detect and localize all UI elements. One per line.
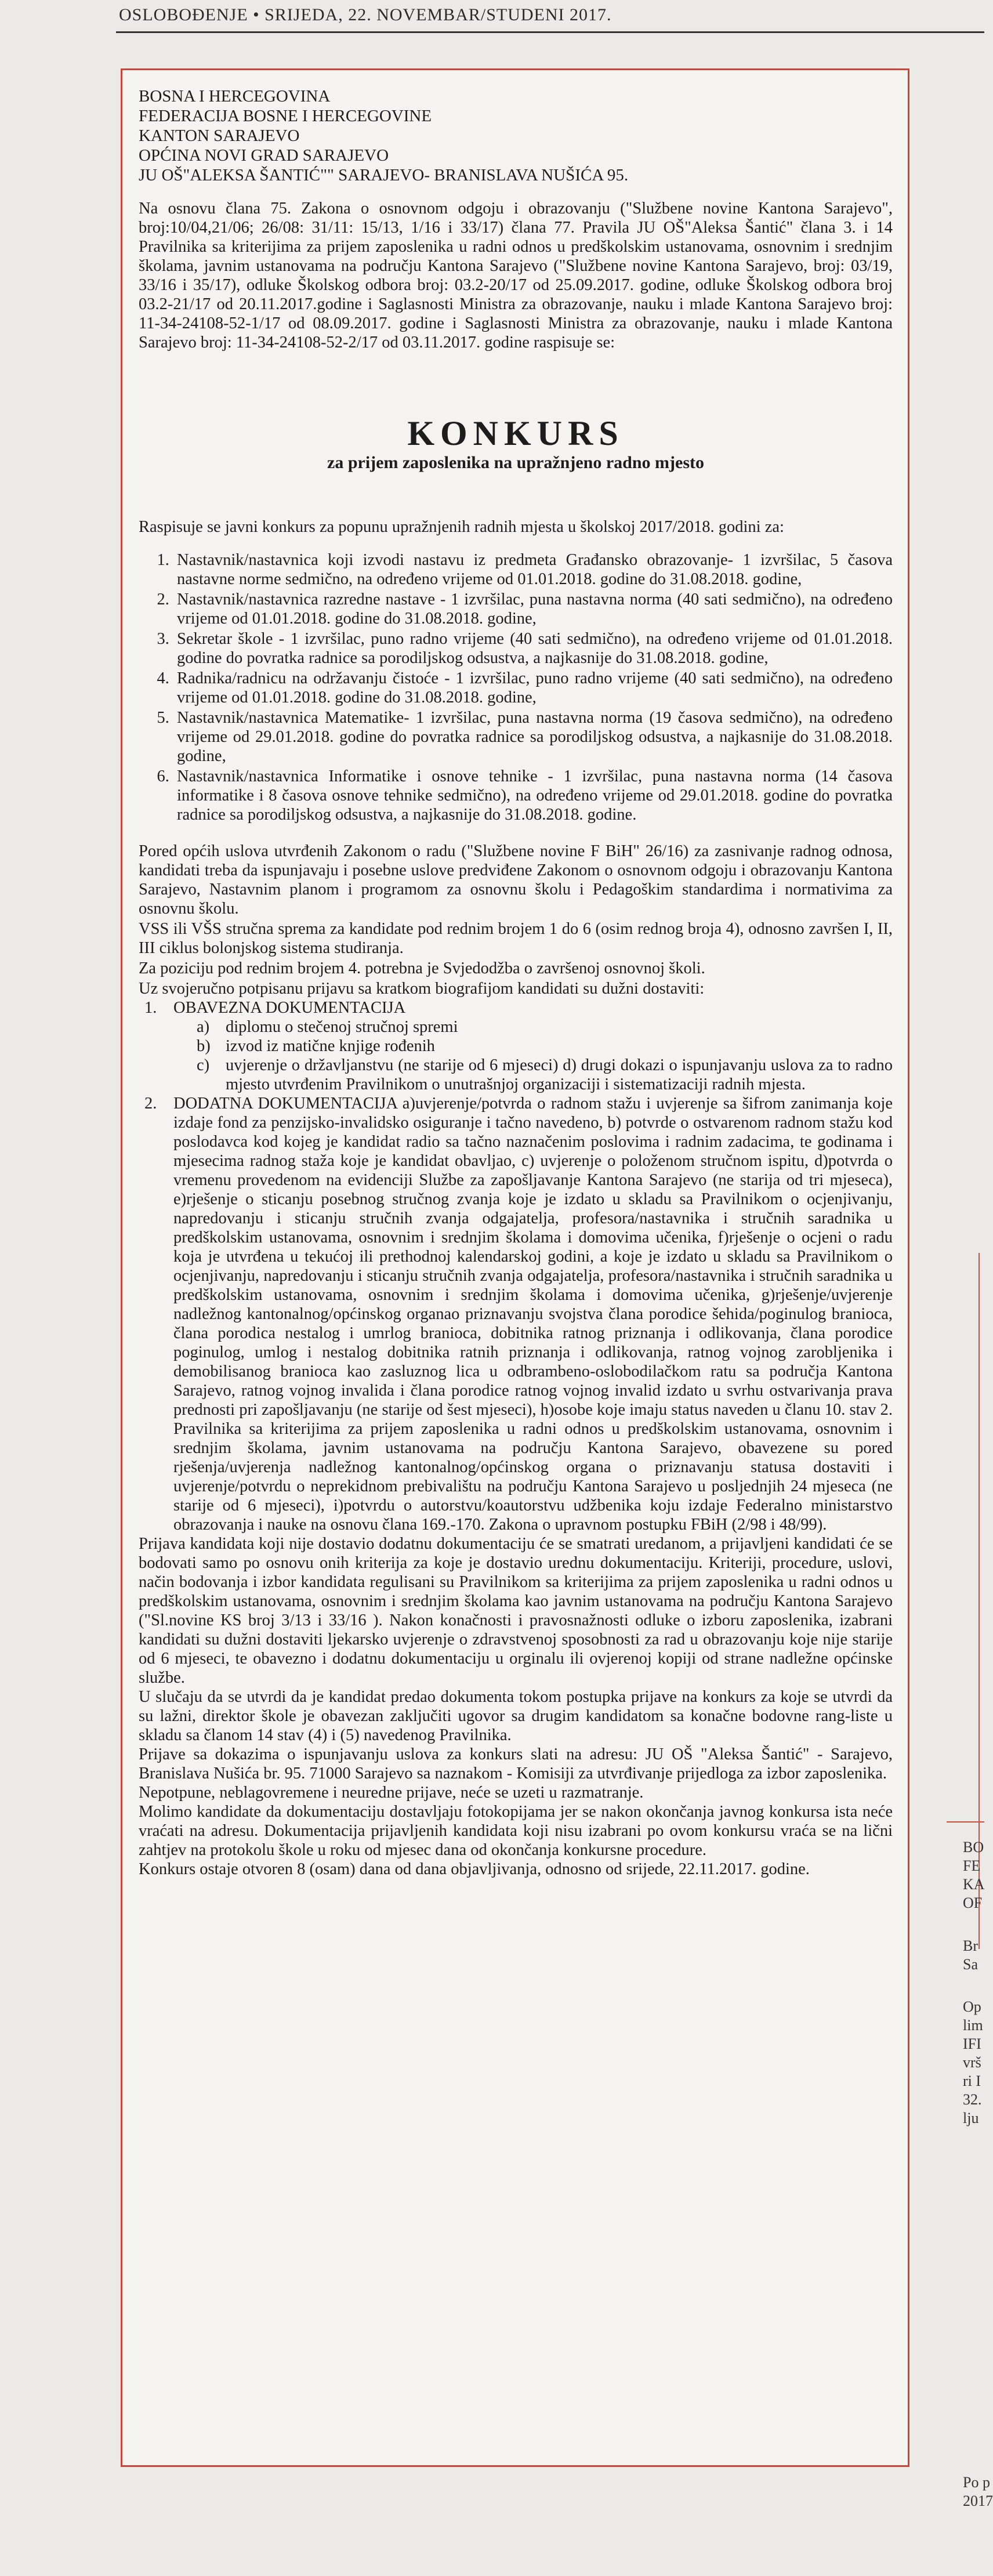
adjacent-fragment: Op xyxy=(963,1998,981,2015)
notice-intro: Raspisuje se javni konkurs za popunu upražnjenih radnih mjesta u školskoj 2017/2018. godini za: xyxy=(139,518,784,536)
adjacent-fragment: IFI xyxy=(963,2035,981,2052)
position-item: 4. Radnika/radnicu na održavanju čistoće - 1 izvršilac, puno radno vrijeme (40 sati sedmično), na određeno vrijeme od 01.01.2018. godine do 31.08.2018. godine, xyxy=(173,669,893,707)
documentation-list xyxy=(139,998,893,1534)
institution-header xyxy=(139,86,893,185)
adjacent-frame-top xyxy=(947,1821,984,1823)
item-letter: a) xyxy=(197,1018,210,1036)
mandatory-item-text: uvjerenje o državljanstvu (ne starije od 6 mjeseci) d) drugi dokazi o ispunjavanju uslova za to radno mjesto utvrđenim Pravilnikom o unutrašnjoj organizaciji i sistematizaciji radnih mjesta. xyxy=(226,1056,893,1093)
mandatory-heading: OBAVEZNA DOKUMENTACIJA xyxy=(173,999,406,1017)
mandatory-item xyxy=(197,1037,893,1056)
list-number: 2. xyxy=(144,1095,157,1113)
position-item: 5. Nastavnik/nastavnica Matematike- 1 izvršilac, puna nastavna norma (19 časova sedmično), na određeno vrijeme od 29.01.2018. godine do povratka radnice sa porodiljskog odsustva, a najkasnije do 31.08.2018. godine, xyxy=(173,708,893,766)
mandatory-item xyxy=(197,1017,893,1037)
application-paragraph: Uz svojeručno potpisanu prijavu sa kratkom biografijom kandidati su dužni dostaviti: xyxy=(139,980,705,998)
positions-list xyxy=(139,550,893,824)
mandatory-item-text: izvod iz matične knjige rođenih xyxy=(226,1037,435,1055)
notice-content xyxy=(139,86,893,1879)
newspaper-header: OSLOBOĐENJE • SRIJEDA, 22. NOVEMBAR/STUDENI 2017. xyxy=(119,5,612,24)
qualification-paragraph: VSS ili VŠS stručna sprema za kandidate pod rednim brojem 1 do 6 (osim rednog broja 4), odnosno završen I, II, III ciklus bolonjskog sistema studiranja. xyxy=(139,920,893,957)
adjacent-fragment: ri I xyxy=(963,2073,981,2089)
position-item: 6. Nastavnik/nastavnica Informatike i osnove tehnike - 1 izvršilac, puna nastavna norma (14 časova informatike i 8 časova osnove tehnike sedmično), na određeno vrijeme od 29.01.2018. godine do povratka radnice sa porodiljskog odsustva, a najkasnije do 31.08.2018. godine. xyxy=(173,767,893,824)
additional-heading: DODATNA DOKUMENTACIJA xyxy=(173,1095,397,1113)
adjacent-fragment: Br xyxy=(963,1937,978,1954)
closing-paragraph: Molimo kandidate da dokumentaciju dostavljaju fotokopijama jer se nakon okončanja javnog konkursa ista neće vraćati na adresu. Dokumentacija prijavljenih kandidata koji nisu izabrani po ovom konkursu vraća se na lični zahtjev na protokolu škole u roku od mjesec dana od okončanja konkursne procedure. xyxy=(139,1803,893,1859)
list-number: 1. xyxy=(144,999,157,1017)
adjacent-fragment: lju xyxy=(963,2110,979,2126)
legal-preamble: Na osnovu člana 75. Zakona o osnovnom odgoju i obrazovanju ("Službene novine Kantona Sarajevo", broj:10/04,21/06; 26/08: 31/11: 15/13, 1/16 i 33/17) člana 77. Pravila JU OŠ"Aleksa Šantić" člana 3. i 14 Pravilnika sa kriterijima za prijem zaposlenika u radni odnos u predškolskim ustanovama, osnovnim i srednjim školama, javnim ustanovama na području Kantona Sarajevo ("Službene novine Kantona Sarajevo, broj: 03/19, 33/16 i 35/17), odluke Školskog odbora broj: 03.2-20/17 od 25.09.2017. godine, odluke Školskog odbora broj 03.2-21/17 od 20.11.2017.godine i Saglasnosti Ministra za obrazovanje, nauku i mlade Kantona Sarajevo broj: 11-34-24108-52-1/17 od 08.09.2017. godine i Saglasnosti Ministra za obrazovanje, nauku i mlade Kantona Sarajevo broj: 11-34-24108-52-2/17 od 03.11.2017. godine raspisuje se: xyxy=(139,200,893,352)
additional-documentation xyxy=(139,1094,893,1534)
mandatory-item xyxy=(197,1056,893,1094)
closing-paragraph: Prijave sa dokazima o ispunjavanju uslova za konkurs slati na adresu: JU OŠ "Aleksa Šantić" - Sarajevo, Branislava Nušića br. 95. 71000 Sarajevo sa naznakom - Komisiji za utvrđivanje prijedloga za izbor zaposlenika. xyxy=(139,1745,893,1782)
header-rule xyxy=(116,31,984,33)
adjacent-fragment: BO xyxy=(963,1839,984,1856)
closing-paragraph: U slučaju da se utvrdi da je kandidat predao dokumenta tokom postupka prijave na konkurs za koje se utvrdi da su lažni, direktor škole je obavezan zaključiti ugovor sa drugim kandidatom sa konačne bodovne rang-liste u skladu sa članom 14 stav (4) i (5) navedenog Pravilnika. xyxy=(139,1688,893,1744)
position-item: 2. Nastavnik/nastavnica razredne nastave - 1 izvršilac, puna nastavna norma (40 sati sedmično), na određeno vrijeme od 01.01.2018. godine do 31.08.2018. godine, xyxy=(173,590,893,628)
mandatory-items xyxy=(173,1017,893,1094)
adjacent-fragment: 2017 xyxy=(963,2492,993,2509)
position-item: 3. Sekretar škole - 1 izvršilac, puno radno vrijeme (40 sati sedmično), na određeno vrijeme od 01.01.2018. godine do povratka radnice sa porodiljskog odsustva, a najkasnije do 31.08.2018. godine, xyxy=(173,629,893,668)
additional-text: a)uvjerenje/potvrda o radnom stažu i uvjerenje sa šifrom zanimanja koje izdaje fond za penzijsko-invalidsko osiguranje i tačno navedeno, b) potvrde o ostvarenom radnom stažu kod poslodavca kod kojeg je kandidat radio sa tačno naznačenim poslovima i radnim zadacima, te godinama i mjesecima radnog staža koje je kandidat obavljao, c) uvjerenje o položenom stručnom ispitu, d)potvrda o vremenu provedenom na evidenciji Službe za zapošljavanje Kantona Sarajevo (ne starija od tri mjeseca), e)rješenje o sticanju posebnog stručnog zvanja koje je izdato u skladu sa Pravilnikom o ocjenjivanju, napredovanju i sticanju stručnih zvanja odgajatelja, profesora/nastavnika i stručnih saradnika u predškolskim ustanovama, osnovnim i srednjim školama i domovima učenika, f)rješenje o ocjeni o radu koja je utvrđena u tekućoj ili prethodnoj kalendarskoj godini, a koje je izdato u skladu sa Pravilnikom o ocjenjivanju, napredovanju i sticanju stručnih zvanja odgajatelja, profesora/nastavnika i stručnih saradnika u predškolskim ustanovama, osnovnim i srednjim školama i domovima učenika, g)rješenje/uvjerenje nadležnog kantonalnog/općinskog organao priznavanju svojstva člana porodice šehida/poginulog branioca, člana porodica nestalog i umrlog branioca, dobitnika ratnog priznanja i odlikovanja, člana porodice poginulog, umlog i nestalog dobitnika ratnih priznanja i odlikovanja, ratnog vojnog zarobljenika i demobilisanog branioca kao zasluznog lica u odbrambeno-oslobodilačkom ratu sa područja Kantona Sarajevo, ratnog vojnog invalida i člana porodice ratnog vojnog invalid izdato u svrhu ostvarivanja prava prednosti pri zapošljavanju (ne starije od šest mjeseci), h)osobe koje imaju status naveden u članu 10. stav 2. Pravilnika sa kriterijima za prijem zaposlenika u radni odnos u predškolskim ustanovama, osnovnim i srednjim školama, javnim ustanovama na području Kantona Sarajevo, obavezene su pored rješenja/uvjerenja nadležnog kantonalnog/općinskog organa o priznavanju statusa dostaviti i uvjerenje/potvrdu o neprekidnom prebivalištu na području Kantona Sarajevo u posljednjih 24 mjeseca (ne starije od 6 mjeseci), i)potvrdu o autorstvu/koautorstvu udžbenika koju izdaje Federalno ministarstvo obrazovanja i nauke na osnovu člana 169.-170. Zakona o upravnom postupku FBiH (2/98 i 48/99). xyxy=(173,1095,893,1534)
institution-line: FEDERACIJA BOSNE I HERCEGOVINE xyxy=(139,107,432,125)
institution-line: JU OŠ"ALEKSA ŠANTIĆ"" SARAJEVO- BRANISLAVA NUŠIĆA 95. xyxy=(139,166,629,184)
adjacent-fragment: vrš xyxy=(963,2054,981,2071)
adjacent-fragment: KA xyxy=(963,1876,985,1893)
institution-line: KANTON SARAJEVO xyxy=(139,126,300,145)
institution-line: BOSNA I HERCEGOVINA xyxy=(139,87,331,106)
adjacent-fragment: OF xyxy=(963,1894,983,1911)
mandatory-item-text: diplomu o stečenoj stručnoj spremi xyxy=(226,1018,458,1036)
adjacent-column xyxy=(947,35,993,2576)
job-notice xyxy=(121,68,909,2467)
adjacent-fragment: lim xyxy=(963,2017,983,2034)
position-4-paragraph: Za poziciju pod rednim brojem 4. potrebna je Svjedodžba o završenoj osnovnoj školi. xyxy=(139,959,705,977)
closing-paragraph: Nepotpune, neblagovremene i neuredne prijave, neće se uzeti u razmatranje. xyxy=(139,1784,644,1802)
notice-subtitle: za prijem zaposlenika na upražnjeno radno mjesto xyxy=(327,453,704,472)
conditions-paragraph: Pored općih uslova utvrđenih Zakonom o radu ("Službene novine F BiH" 26/16) za zasnivanje radnog odnosa, kandidati treba da ispunjavaju i posebne uslove predviđene Zakonom o osnovnom odgoju i obrazovanju Kantona Sarajevo, Nastavnim planom i programom za osnovnu školu i Pedagoškim standardima i normativima za osnovnu školu. xyxy=(139,842,893,918)
adjacent-fragment: 32. xyxy=(963,2091,982,2108)
notice-title: KONKURS xyxy=(407,414,624,452)
adjacent-fragment: Sa xyxy=(963,1956,978,1973)
adjacent-fragment: Po p xyxy=(963,2474,990,2491)
position-item: 1. Nastavnik/nastavnica koji izvodi nastavu iz predmeta Građansko obrazovanje- 1 izvršilac, 5 časova nastavne norme sedmično, na određeno vrijeme od 01.01.2018. godine do 31.08.2018. godine, xyxy=(173,550,893,589)
item-letter: c) xyxy=(197,1056,210,1074)
item-letter: b) xyxy=(197,1037,211,1055)
mandatory-documentation xyxy=(139,998,893,1094)
closing-paragraph: Konkurs ostaje otvoren 8 (osam) dana od dana objavljivanja, odnosno od srijede, 22.11.2017. godine. xyxy=(139,1860,810,1878)
closing-paragraph: Prijava kandidata koji nije dostavio dodatnu dokumentaciju će se smatrati uredanom, a prijavljeni kandidati će se bodovati samo po osnovu onih kriterija za koje je dostavio urednu dokumentaciju. Kriteriji, procedure, uslovi, način bodovanja i izbor kandidata regulisani su Pravilnikom sa kriterijima za prijem zaposlenika u radni odnos u predškolskim ustanovama, osnovnim i srednjim školama kao javnim ustanovama na području Kantona Sarajevo ("Sl.novine KS broj 3/13 i 33/16 ). Nakon konačnosti i pravosnažnosti odluke o izboru zaposlenika, izabrani kandidati su dužni dostaviti ljekarsko uvjerenje o zdravstvenoj sposobnosti za rad u obrazovanju koje nije starije od 6 mjeseci, te obavezno i dodatnu dokumentaciju u orginalu ili ovjerenoj kopiji od strane nadležne općinske službe. xyxy=(139,1535,893,1687)
adjacent-fragment: FE xyxy=(963,1857,981,1874)
closing-section xyxy=(139,1534,893,1879)
institution-line: OPĆINA NOVI GRAD SARAJEVO xyxy=(139,146,389,165)
